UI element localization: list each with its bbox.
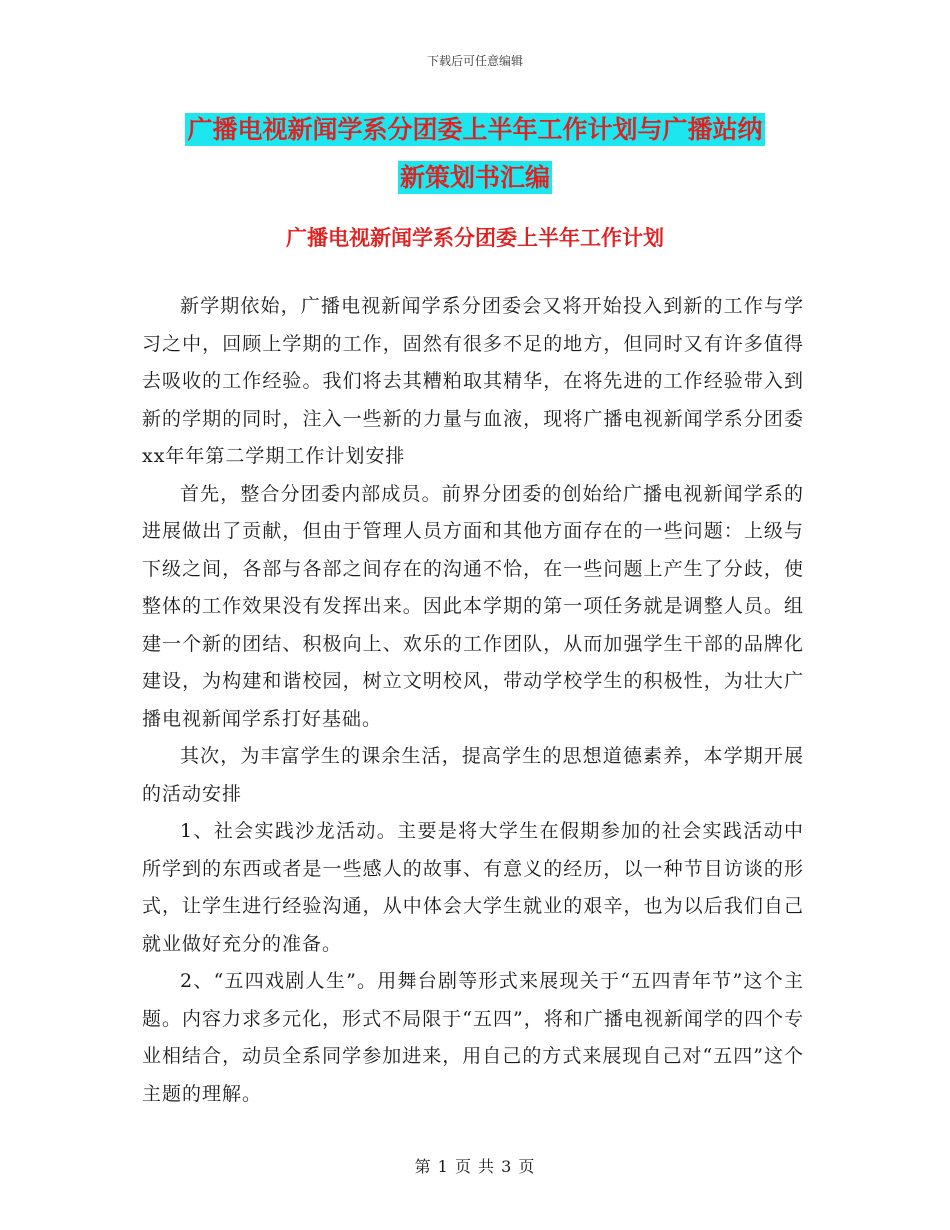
header-note: 下载后可任意编辑	[426, 54, 523, 68]
paragraph: 其次，为丰富学生的课余生活，提高学生的思想道德素养，本学期开展的活动安排	[142, 745, 804, 805]
section-title: 广播电视新闻学系分团委上半年工作计划	[286, 226, 664, 250]
paragraph: 2、“五四戏剧人生”。用舞台剧等形式来展现关于“五四青年节”这个主题。内容力求多元化，形式不局限于“五四”，将和广播电视新闻学的四个专业相结合，动员全系同学参加进来，用自己的方式来展现自己对“五四”这个主题的理解。	[142, 970, 804, 1105]
document-title-line-2: 新策划书汇编	[399, 163, 550, 192]
document-title	[140, 106, 810, 202]
paragraph: 首先，整合分团委内部成员。前界分团委的创始给广播电视新闻学系的进展做出了贡献，但由于管理人员方面和其他方面存在的一些问题：上级与下级之间，各部与各部之间存在的沟通不恰，在一些问题上产生了分歧，使整体的工作效果没有发挥出来。因此本学期的第一项任务就是调整人员。组建一个新的团结、积极向上、欢乐的工作团队，从而加强学生干部的品牌化建设，为构建和谐校园，树立文明校风，带动学校学生的积极性，为壮大广播电视新闻学系打好基础。	[142, 482, 804, 730]
document-title-line-1: 广播电视新闻学系分团委上半年工作计划与广播站纳	[187, 115, 763, 144]
body-text	[142, 288, 804, 1113]
paragraph: 新学期依始，广播电视新闻学系分团委会又将开始投入到新的工作与学习之中，回顾上学期的工作，固然有很多不足的地方，但同时又有许多值得去吸收的工作经验。我们将去其糟粕取其精华，在将先进的工作经验带入到新的学期的同时，注入一些新的力量与血液，现将广播电视新闻学系分团委xx年年第二学期工作计划安排	[142, 295, 804, 467]
paragraph: 1、社会实践沙龙活动。主要是将大学生在假期参加的社会实践活动中所学到的东西或者是一些感人的故事、有意义的经历，以一种节目访谈的形式，让学生进行经验沟通，从中体会大学生就业的艰辛，也为以后我们自己就业做好充分的准备。	[142, 820, 804, 955]
page-footer: 第 1 页 共 3 页	[414, 1157, 536, 1176]
